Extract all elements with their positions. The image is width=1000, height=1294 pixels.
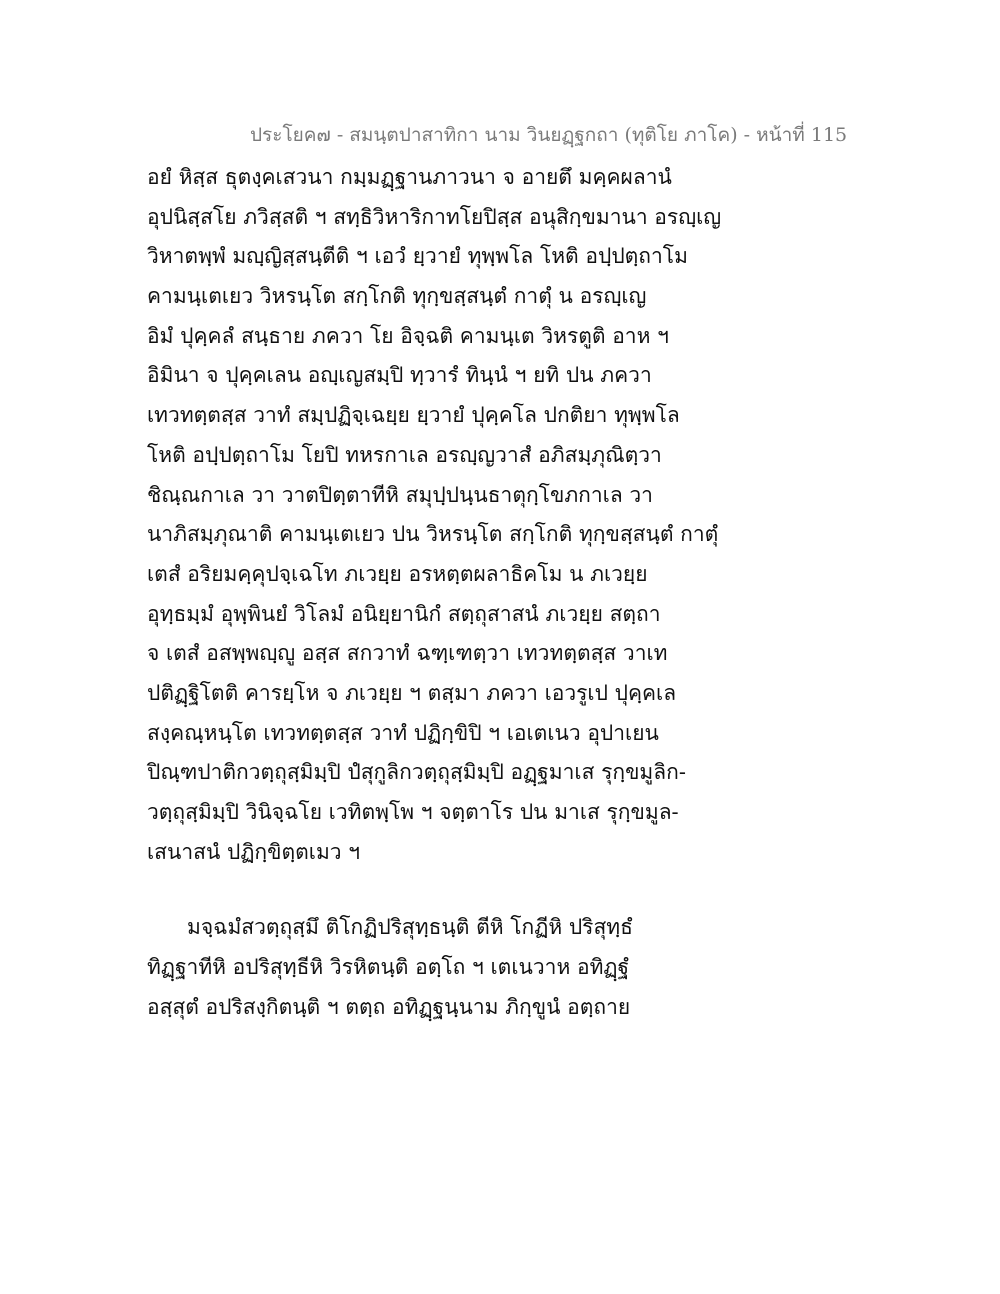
text-line: นาภิสมฺภุณาติ คามนฺเตเยว ปน วิหรนฺโต สกฺโกติ ทุกฺขสฺสนฺตํ กาตุํ: [147, 522, 719, 547]
text-line: เทวทตฺตสฺส วาทํ สมฺปฏิจฺเฉยฺย ยฺวายํ ปุคฺคโล ปกติยา ทุพฺพโล: [147, 403, 680, 428]
text-line: อุทฺธมฺมํ อุพฺพินยํ วิโลมํ อนิยฺยานิกํ สตฺถุสาสนํ ภเวยฺย สตฺถา: [147, 601, 661, 626]
text-line: ปิณฺฑปาติกวตฺถุสฺมิมฺปิ ปํสุกูลิกวตฺถุสฺมิมฺปิ อฏฺฐมาเส รุกฺขมูลิก-: [147, 760, 686, 785]
paragraph-gap: [147, 872, 707, 908]
text-line: อิมินา จ ปุคฺคเลน อญฺเญสมฺปิ ทฺวารํ ทินฺนํ ฯ ยทิ ปน ภควา: [147, 363, 652, 388]
text-line: อยํ หิสฺส ธุตงฺคเสวนา กมฺมฏฺฐานภาวนา จ อายตึ มคฺคผลานํ: [147, 165, 672, 189]
text-line: วิหาตพฺพํ มญฺญิสฺสนฺตีติ ฯ เอวํ ยฺวายํ ทุพฺพโล โหติ อปฺปตฺถาโม: [147, 244, 688, 269]
text-line: อิมํ ปุคฺคลํ สนฺธาย ภควา โย อิจฺฉติ คามนฺเต วิหรตูติ อาห ฯ: [147, 323, 669, 348]
text-line: อสฺสุตํ อปริสงฺกิตนฺติ ฯ ตตฺถ อทิฏฺฐนฺนาม ภิกฺขูนํ อตฺถาย: [147, 994, 631, 1019]
text-line: โหติ อปฺปตฺถาโม โยปิ ทหรกาเล อรญฺญวาสํ อภิสมฺภุณิตฺวา: [147, 442, 662, 467]
paragraph-2: [147, 908, 707, 1027]
text-line-indented: มจฺฉมํสวตฺถุสฺมึ ติโกฏิปริสุทฺธนฺติ ตีหิ โกฏีหิ ปริสุทฺธํ: [187, 915, 633, 940]
text-line: ทิฏฺฐาทีหิ อปริสุทฺธีหิ วิรหิตนฺติ อตฺโถ ฯ เตเนวาห อทิฏฺฐํ: [147, 955, 630, 980]
text-line: วตฺถุสฺมิมฺปิ วินิจฺฉโย เวทิตพฺโพ ฯ จตฺตาโร ปน มาเส รุกฺขมูล-: [147, 800, 679, 824]
text-line: อุปนิสฺสโย ภวิสฺสติ ฯ สทฺธิวิหาริกาทโยปิสฺส อนุสิกฺขมานา อรญฺเญ: [147, 204, 722, 229]
paragraph-1: [147, 158, 722, 872]
text-line: เสนาสนํ ปฏิกฺขิตฺตเมว ฯ: [147, 839, 361, 864]
text-line: ชิณฺณกาเล วา วาตปิตฺตาทีหิ สมุปฺปนฺนธาตุกฺโขภกาเล วา: [147, 482, 653, 507]
text-line: คามนฺเตเยว วิหรนฺโต สกฺโกติ ทุกฺขสฺสนฺตํ กาตุํ น อรญฺเญ: [147, 284, 647, 309]
running-header: ประโยค๗ - สมนฺตปาสาทิกา นาม วินยฏฺฐกถา (ทุติโย ภาโค) - หน้าที่ 115: [250, 124, 848, 146]
text-line: จ เตสํ อสพฺพญฺญู อสฺส สกวาทํ ฉฑฺเฑตฺวา เทวทตฺตสฺส วาเท: [147, 641, 668, 666]
body-text: [147, 158, 722, 1027]
text-line: ปติฏฺฐิโตติ คารยฺโห จ ภเวยฺย ฯ ตสฺมา ภควา เอวรูเป ปุคฺคเล: [147, 680, 677, 705]
text-line: เตสํ อริยมคฺคุปจฺเฉโท ภเวยฺย อรหตฺตผลาธิคโม น ภเวยฺย: [147, 561, 648, 586]
text-line: สงฺคณฺหนฺโต เทวทตฺตสฺส วาทํ ปฏิกฺขิปิ ฯ เอเตเนว อุปาเยน: [147, 720, 659, 745]
